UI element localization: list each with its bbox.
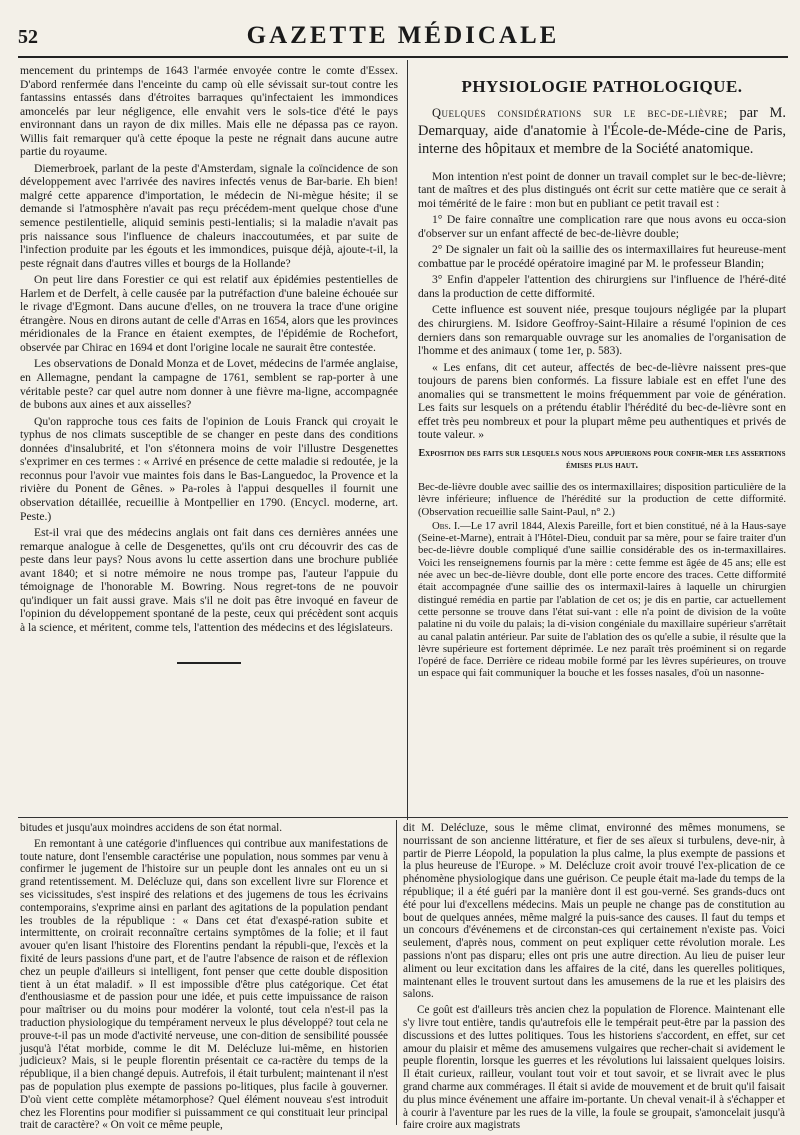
article-title-author: par M. Demarquay, aide d'anatomie à l'École-de-Méde-cine de Paris, interne des hôpitaux et membre de la Société anatomique. [418, 104, 786, 157]
paragraph: Les observations de Donald Monza et de Lovet, médecins de l'armée anglaise, en Allemagne, pendant la campagne de 1761, semblent se rap-porter à une véritable peste? car quel autre nom donner à une fièvre ma-ligne, accompagnée de bubons aux aines et aux aisselles? [20, 357, 398, 412]
paragraph: Qu'on rapproche tous ces faits de l'opinion de Louis Franck qui croyait le typhus de nos climats susceptible de se changer en peste dans des conditions données d'insalubrité, et l'on s'étonnera moins de voir l'illustre Desgenettes s'exprimer en ces termes : « Arrivé en présence de cette maladie si redoutée, je la reconnus pour l'avoir vue maintes fois dans le Bas-Languedoc, la Provence et la rivière du Ponent de Gênes. » Pa-roles à l'appui desquelles il fournit une observation détaillée, recueillie à Montpellier en 1790. (Encycl. moderne, art. Peste.) [20, 414, 398, 523]
paragraph: En remontant à une catégorie d'influences qui contribue aux manifestations de toute nature, dont l'ensemble caractérise une population, nous sommes par venu à confirmer le jugement de l'histoire sur un peuple dont les annales ont eu un si grand retentissement. M. Delécluze qui, dans son excellent livre sur Florence et ses vicissitudes, s'est inspiré des relations et des jugemens de tous les écrivains contemporains, s'exprime ainsi en parlant des agitations de la population pendant les troubles de la république : « Dans cet état d'exaspé-ration subite et intermittente, on croirait reconnaître certains symptômes de la folie; et il faut avouer qu'en lisant l'histoire des Florentins pendant la républi-que, l'excès et la fixité de leurs passions d'une part, et de l'autre l'absence de raison et de réflexion chez un peuple d'ailleurs si intelligent, font penser que cette double disposition tient à un état maladif. » Il est impossible d'être plus catégorique. Cet état d'enthousiasme et de passion pour une idée, et puis cette impuissance de raison pour maîtriser ou du moins pour modérer la volonté, tout cela n'est-il pas la traduction physiologique du tempérament nerveux le plus développé? tout cela ne prouve-t-il pas un mode d'activité nerveuse, une con-dition de sensibilité poussée jusqu'à l'état morbide, comme le dit M. Delécluze lui-même, en historien judicieux? Mais, si le peuple florentin présentait ce ca-ractère du temps de la république, il a bien changé depuis. Autrefois, il était turbulent; maintenant il n'est pas de population plus exempte de passions po-litiques, plus facile à gouverner. D'où vient cette complète métamorphose? Quel élément nouveau s'est introduit chez les Florentins pour modifier si puissamment ce qui constituait leur principal trait de caractère? « On voit ce même peuple, [20, 837, 388, 1132]
column-left-upper [20, 64, 398, 664]
header-rule [18, 56, 788, 58]
subsection-heading: Exposition des faits sur lesquels nous nous appuierons pour confir-mer les assertions émises plus haut. [418, 447, 786, 472]
paragraph: Ce goût est d'ailleurs très ancien chez la population de Florence. Maintenant elle s'y livre tout entière, tandis qu'autrefois elle le tempérait peut-être par la passion des discussions et des luttes politiques. Tous les historiens s'accordent, en effet, sur cet amour du plaisir et même des amusemens vulgaires que recher-chait si avidement le peuple florentin, lorsque les guerres et les révolutions lui laissaient quelques loisirs. Il était curieux, railleur, voulant tout voir et tout savoir, et se livrait avec le plus grand charme aux commérages. Il était si avide de mouvement et de bruit qu'il faisait du plus mince événement une affaire im-portante. Un cheval venait-il à s'échapper et à courir à l'aventure par les rues de la ville, la foule se groupait, s'amoncelait jusqu'à faire croire aux magistrats [403, 1004, 785, 1132]
section-divider [18, 817, 788, 818]
paragraph: mencement du printemps de 1643 l'armée envoyée contre le comte d'Essex. D'abord renfermée dans l'enceinte du camp où elle sévissait sur-tout contre les fantassins entassés dans d'étroites barraques qu'infectaient les immondices amoncelés par leur négligence, elle envahit vers le sols-tice d'été le pays environnant dans un rayon de dix milles. Mais elle ne dépassa pas ce rayon. Willis fait remarquer qu'à cette époque la peste ne régnait dans aucune autre partie du royaume. [20, 64, 398, 159]
article-end-rule [177, 662, 241, 664]
paragraph: 2° De signaler un fait où la saillie des os intermaxillaires fut heureuse-ment combattue par le procédé opératoire imaginé par M. le professeur Blandin; [418, 243, 786, 270]
column-right-upper [418, 77, 786, 682]
paragraph: 1° De faire connaître une complication rare que nous avons eu occa-sion d'observer sur un enfant affecté de bec-de-lièvre double; [418, 213, 786, 240]
paragraph: On peut lire dans Forestier ce qui est relatif aux épidémies pestentielles de Harlem et de Derfelt, à celle causée par la putréfaction d'une baleine échouée sur le rivage d'Egmont. Dans aucune d'elles, on ne trouvera la trace d'une origine étrangère. Nous en dirons autant de celle d'Arras en 1654, alors que les provinces méridionales de la France en étaient exemptes, de l'épidémie de Rochefort, observée par Chirac en 1694 et dont l'origine locale ne saurait être contestée. [20, 273, 398, 354]
observation-paragraph [418, 520, 786, 680]
observation-label: Obs. I. [432, 519, 461, 532]
page-number: 52 [18, 26, 38, 48]
paragraph: 3° Enfin d'appeler l'attention des chirurgiens sur l'influence de l'héré-dité dans la production de cette difformité. [418, 273, 786, 300]
paragraph: Diemerbroek, parlant de la peste d'Amsterdam, signale la coïncidence de son développement avec l'arrivée des navires infectés venus de Bar-barie. Eh bien! malgré cette apparence d'importation, le médecin de Ni-mègue hésite; il se demande si l'atmosphère n'avait pas reçu précédem-ment quelque chose d'une semence pestilentielle, aliquid seminis pesti-lentialis; si la maladie n'avait pas pris naissance sous l'influence de chaleurs inaccoutumées, et par suite de l'infection produite par les égouts et les immondices, puisque déjà, ajoute-t-il, la peste régnait dans d'autres villes et bourgs de la Hollande? [20, 161, 398, 270]
observation-text: —Le 17 avril 1844, Alexis Pareille, fort et bien constitué, né à la Haus-saye (Seine-et-Marne), entrait à l'Hôtel-Dieu, conduit par sa mère, pour se faire traiter d'un bec-de-lièvre double compliqué d'une saillie considérable des os in-termaxillaires. Voici les renseignemens fournis par la mère : cette femme est âgée de 45 ans; elle est née avec un bec-de-lièvre double, dont elle porte encore des traces. Cette difformité était accompagnée d'une saillie des os intermaxil-laires à laquelle un chirurgien distingué remédia en partie par l'ablation de cet os; je dis en partie, car actuellement cette personne se trouve dans l'état sui-vant : elle n'a point de division de la voûte palatine ni du voile du palais; la di-vision congéniale du maxillaire supérieur s'arrêtait au canal palatin antérieur. Par suite de l'ablation des os qu'elle a subie, il résulte que la lèvre supérieure est fortement déprimée. Le nez paraît très proéminent si on regarde l'opéré de face. Derrière ce rideau mobile formé par les lèvres supérieures, on trouve un espace qui fait communiquer la bouche et les fosses nasales, d'où un nasonne- [418, 519, 786, 680]
article-title-smallcaps: Quelques considérations sur le bec-de-lièvre; [432, 105, 728, 120]
case-heading: Bec-de-lièvre double avec saillie des os intermaxillaires; disposition particulière de la lèvre inférieure; influence de l'hérédité sur la production de cette difformité. (Observation recueillie salle Saint-Paul, n° 2.) [418, 480, 786, 518]
column-divider-upper [407, 60, 408, 820]
paragraph: Mon intention n'est point de donner un travail complet sur le bec-de-lièvre; tant de maîtres et des plus distingués ont écrit sur cette matière que ce serait à moi témérité de le faire : mon but en publiant ce petit travail est : [418, 169, 786, 210]
paragraph: « Les enfans, dit cet auteur, affectés de bec-de-lièvre naissent pres-que toujours de parens bien conformés. La fissure labiale est en effet l'une des anomalies qui se transmettent le moins fréquemment par voie de génération. Les faits sur lesquels on a prétendu établir l'hérédité du bec-de-lièvre sont en effet très peu nombreux et pour la plupart même peu authentiques et privés de toute valeur. » [418, 360, 786, 442]
article-title [418, 104, 786, 158]
page-header [18, 20, 788, 56]
paragraph: dit M. Delécluze, sous le même climat, environné des mêmes monumens, se nourrissant de son ancienne littérature, et fier de ses aïeux si turbulens, deve-nir, à partir de Pierre Léopold, la population la plus calme, la plus exempte de passions et la plus heureuse de l'Europe. » M. Delécluze croit avoir trouvé l'ex-plication de ce phénomène physiologique dans une guérison. Ce peuple était ma-lade du temps de la république; il a été guéri par la manière dont il est gou-verné. Ses grands-ducs ont été pour lui d'excellens médecins. Mais un peuple ne change pas de constitution au bout de quelques années, même malgré la puis-sance des causes. Il faut du temps et un concours d'événemens et de circonstan-ces qui certainement n'existe pas. Voici seulement, d'après nous, comment on peut expliquer cette révolution morale. Les passions n'ont pas disparu; elles ont pris une autre direction. Au lieu de puiser leur aliment ou leur excitation dans les affaires de la cité, dans les querelles politiques, maintenant elles le trouvent surtout dans les amusemens de la rue et les plaisirs des salons. [403, 822, 785, 1001]
column-divider-lower [396, 820, 397, 1125]
paragraph: bitudes et jusqu'aux moindres accidens de son état normal. [20, 822, 283, 834]
column-left-lower [20, 822, 388, 1135]
journal-title: GAZETTE MÉDICALE [246, 22, 560, 49]
paragraph: Cette influence est souvent niée, presque toujours négligée par la plupart des chirurgiens. M. Isidore Geoffroy-Saint-Hilaire a résumé l'opinion de ces derniers dans son remarquable ouvrage sur les anomalies de l'organisation de l'homme et des animaux ( tome 1er, p. 583). [418, 303, 786, 358]
column-right-lower [403, 822, 785, 1135]
section-title: PHYSIOLOGIE PATHOLOGIQUE. [461, 77, 743, 96]
paragraph: Est-il vrai que des médecins anglais ont fait dans ces dernières années une remarque analogue à celle de Desgenettes, qu'ils ont cru découvrir des cas de peste dans leur pays? Nous avons lu cette assertion dans une brochure publiée avant 1840; et si notre mémoire ne nous trompe pas, l'auteur l'appuie du témoignage de l'honorable M. Bowring. Nous regret-tons de ne pouvoir qu'indiquer un fait aussi grave. Mais s'il ne doit pas être invoqué en faveur de l'opinion du développement spontané de la peste, ceux qui précèdent sont acquis à la science, et méritent, comme tels, l'attention des médecins et des législateurs. [20, 526, 398, 634]
